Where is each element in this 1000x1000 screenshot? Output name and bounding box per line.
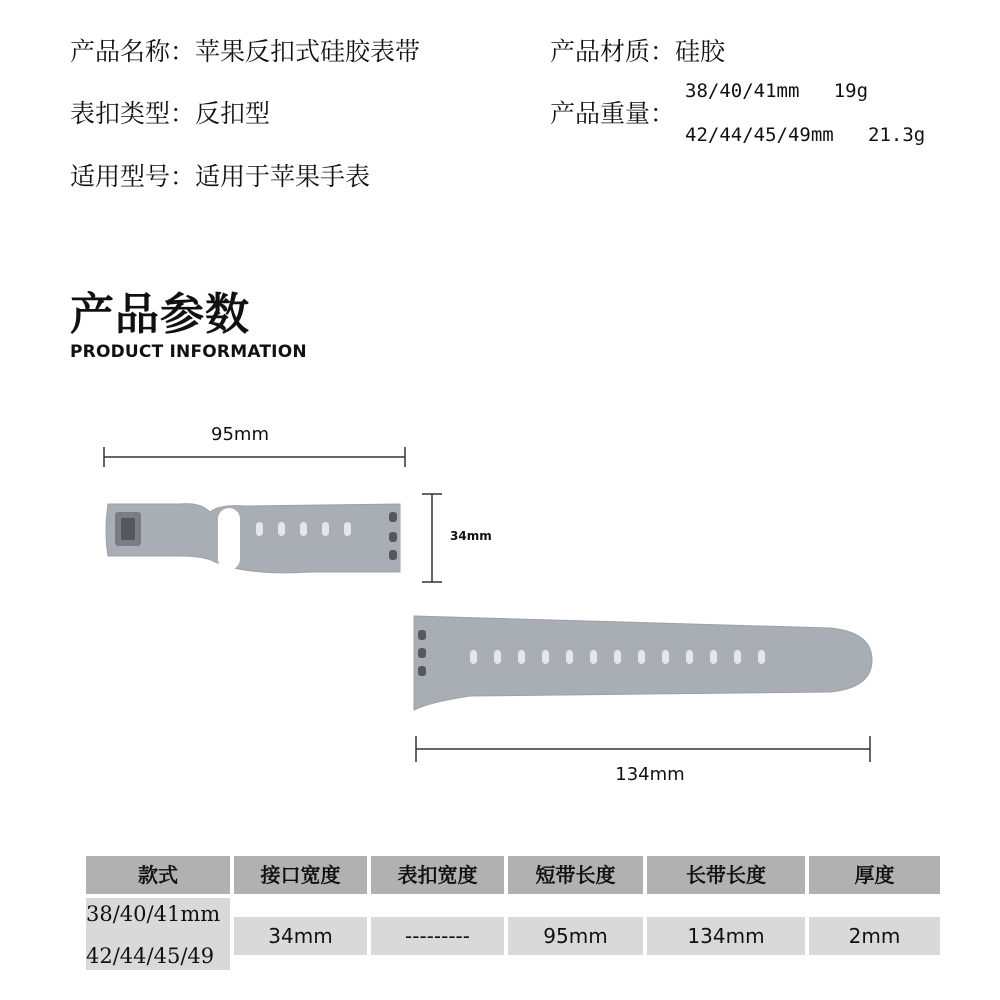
width-label: 34mm: [450, 529, 492, 543]
table-header-thickness: 厚度: [809, 856, 940, 894]
table-header-long-length: 长带长度: [647, 856, 805, 894]
table-header-short-length: 短带长度: [508, 856, 643, 894]
table-cell-buckle-width: ---------: [371, 917, 504, 955]
spec-product-name: 产品名称：苹果反扣式硅胶表带: [70, 37, 421, 66]
short-length-label: 95mm: [211, 424, 269, 445]
spec-weight-small: 38/40/41mm 19g: [685, 80, 869, 102]
width-dimension-line: [420, 490, 444, 586]
section-title: 产品参数: [70, 289, 250, 340]
short-strap-image: [100, 492, 410, 592]
long-length-label: 134mm: [615, 764, 685, 785]
table-cell-short-length: 95mm: [508, 917, 643, 955]
section-subtitle: PRODUCT INFORMATION: [70, 342, 307, 362]
table-cell-model: [86, 898, 230, 970]
table-cell-long-length: 134mm: [647, 917, 805, 955]
spec-material: 产品材质：硅胶: [550, 37, 726, 66]
table-cell-connector-width: 34mm: [234, 917, 367, 955]
model-line-2: 42/44/45/49: [86, 944, 215, 968]
short-length-dimension-line: [95, 445, 415, 469]
spec-compatible-model: 适用型号：适用于苹果手表: [70, 162, 371, 191]
spec-weight-large: 42/44/45/49mm 21.3g: [685, 124, 926, 146]
table-cell-thickness: 2mm: [809, 917, 940, 955]
table-header-buckle-width: 表扣宽度: [371, 856, 504, 894]
spec-weight-label: 产品重量：: [550, 99, 676, 128]
table-header-connector-width: 接口宽度: [234, 856, 367, 894]
long-length-dimension-line: [408, 734, 878, 764]
table-header-style: 款式: [86, 856, 230, 894]
long-strap-image: [410, 612, 880, 712]
spec-buckle-type: 表扣类型：反扣型: [70, 99, 271, 128]
model-line-1: 38/40/41mm: [86, 902, 221, 926]
